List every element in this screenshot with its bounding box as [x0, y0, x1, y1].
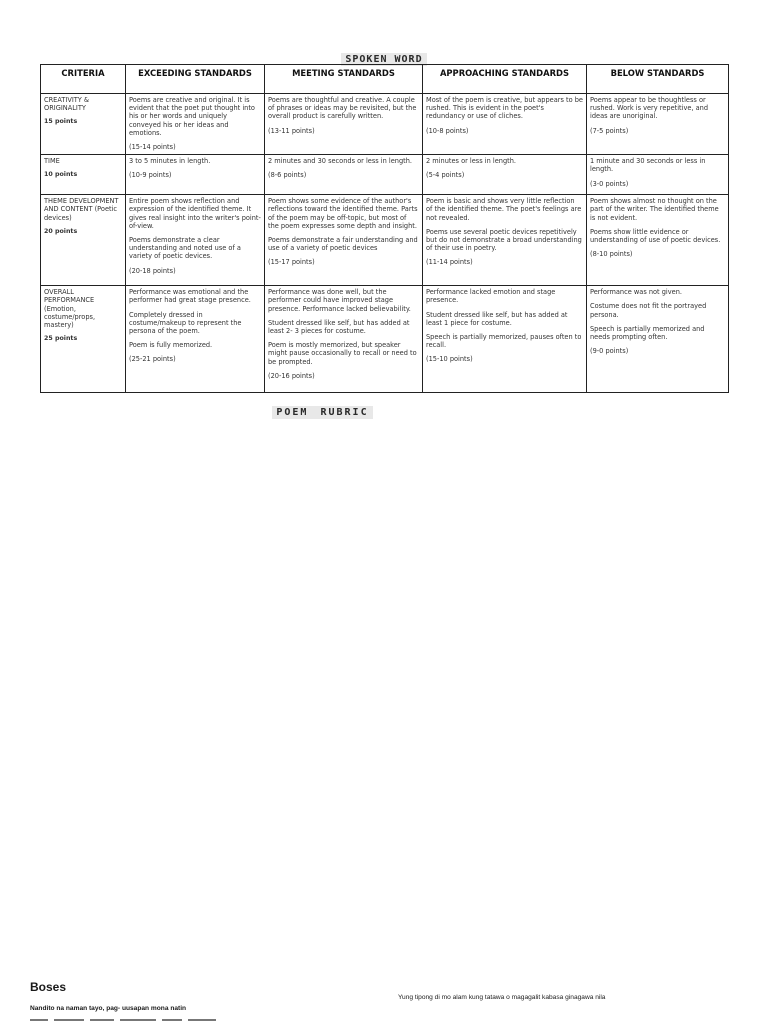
rubric-cell [126, 155, 265, 195]
rubric-cell [265, 94, 423, 155]
criteria-cell [41, 155, 126, 195]
cut-off-text-line [30, 1019, 250, 1024]
cell-points: (15-10 points) [426, 355, 473, 364]
cut-glyph [90, 1019, 114, 1021]
cell-points: (20-18 points) [129, 266, 176, 275]
cut-glyph [30, 1019, 48, 1021]
cell-text: Poems appear to be thoughtless or rushed. Work is very repetitive, and ideas are unoriginal. [590, 96, 709, 121]
cell-text: Poem is fully memorized. [129, 341, 213, 350]
cell-text: Student dressed like self, but has added at least 1 piece for costume. [426, 310, 568, 327]
rubric-cell [423, 195, 587, 286]
cell-points: (5-4 points) [426, 171, 465, 180]
header-exceeding: EXCEEDING STANDARDS [126, 65, 265, 94]
cell-text: 2 minutes and 30 seconds or less in length. [268, 157, 413, 166]
rubric-cell [126, 286, 265, 393]
criteria-label: TIME [44, 157, 60, 166]
cell-points: (15-14 points) [129, 143, 176, 152]
rubric-subtitle-text: POEM RUBRIC [272, 406, 372, 419]
criteria-points: 10 points [44, 171, 78, 179]
cell-points: (10-9 points) [129, 171, 172, 180]
cell-points: (20-16 points) [268, 371, 315, 380]
cell-text: Poem shows almost no thought on the part of the writer. The identified theme is not evident. [590, 197, 719, 222]
cell-text: Poem shows some evidence of the author's reflections toward the identified theme. Parts of the poem may be off-topic, but most of the poem expresses some depth and insight. [268, 197, 418, 230]
cell-text: 2 minutes or less in length. [426, 157, 516, 166]
cell-points: (10-8 points) [426, 126, 469, 135]
header-meeting: MEETING STANDARDS [265, 65, 423, 94]
cell-text: Completely dressed in costume/makeup to represent the persona of the poem. [129, 310, 242, 336]
cell-text: Poem is basic and shows very little reflection of the identified theme. The poet's feelings are not revealed. [426, 197, 582, 222]
rubric-cell [126, 195, 265, 286]
header-row [41, 65, 729, 94]
rubric-cell [587, 195, 729, 286]
cell-text: 3 to 5 minutes in length. [129, 157, 211, 166]
rubric-cell [423, 155, 587, 195]
cell-points: (3-0 points) [590, 179, 629, 188]
rubric-cell [587, 155, 729, 195]
cell-points: (9-0 points) [590, 347, 629, 356]
cell-points: (8-6 points) [268, 171, 307, 180]
body-line-left: Nandito na naman tayo, pag- uusapan mona natin [30, 1005, 187, 1012]
cell-points: (7-5 points) [590, 126, 629, 135]
cut-glyph [162, 1019, 182, 1021]
table-row [41, 286, 729, 393]
rubric-cell [587, 286, 729, 393]
cell-text: Poems demonstrate a fair understanding and use of a variety of poetic devices [268, 236, 418, 253]
table-row [41, 155, 729, 195]
cell-text: Performance was done well, but the performer could have improved stage presence. Performance lacked believability. [268, 288, 411, 313]
cell-text: 1 minute and 30 seconds or less in length. [590, 157, 706, 174]
rubric-cell [265, 195, 423, 286]
criteria-points: 15 points [44, 118, 78, 126]
cell-text: Performance lacked emotion and stage presence. [426, 288, 556, 305]
section-heading: Boses [30, 980, 67, 994]
cut-glyph [54, 1019, 84, 1021]
cut-glyph [188, 1019, 216, 1021]
criteria-cell [41, 195, 126, 286]
cell-text: Entire poem shows reflection and expression of the identified theme. It gives real insight into the writer's point-of-view. [129, 197, 261, 230]
cell-text: Most of the poem is creative, but appears to be rushed. This is evident in the poet's redundancy or use of cliches. [426, 96, 583, 121]
rubric-cell [423, 94, 587, 155]
criteria-points: 20 points [44, 227, 78, 235]
cell-text: Speech is partially memorized and needs prompting often. [590, 324, 705, 342]
rubric-cell [265, 286, 423, 393]
document-title-text: SPOKEN WORD [341, 53, 426, 66]
cell-text: Costume does not fit the portrayed persona. [590, 302, 707, 319]
rubric-cell [265, 155, 423, 195]
cell-text: Poems show little evidence or understanding of use of poetic devices. [590, 227, 721, 245]
header-below: BELOW STANDARDS [587, 65, 729, 94]
cell-text: Poems are thoughtful and creative. A couple of phrases or ideas may be revisited, but the overall product is carefully written. [268, 96, 417, 121]
cell-text: Poems demonstrate a clear understanding and noted use of a variety of poetic devices. [129, 236, 241, 261]
criteria-label: CREATIVITY & ORIGINALITY [44, 96, 90, 113]
rubric-cell [423, 286, 587, 393]
body-line-right: Yung tipong di mo alam kung tatawa o magagalit kabasa ginagawa nila [398, 994, 606, 1001]
criteria-points: 25 points [44, 335, 78, 343]
rubric-cell [587, 94, 729, 155]
criteria-label: THEME DEVELOPMENT AND CONTENT (Poetic devices) [44, 197, 119, 222]
cell-points: (15-17 points) [268, 258, 315, 267]
cell-points: (25-21 points) [129, 355, 176, 364]
cell-points: (11-14 points) [426, 258, 473, 267]
cell-points: (8-10 points) [590, 250, 633, 259]
table-row [41, 195, 729, 286]
header-criteria: CRITERIA [41, 65, 126, 94]
cell-text: Performance was not given. [590, 288, 682, 297]
rubric-cell [126, 94, 265, 155]
cell-text: Poems use several poetic devices repetitively but do not demonstrate a broad understanding of their use in poetry. [426, 227, 582, 253]
table-row [41, 94, 729, 155]
cell-text: Performance was emotional and the performer had great stage presence. [129, 288, 251, 305]
cell-text: Poem is mostly memorized, but speaker might pause occasionally to recall or need to be prompted. [268, 341, 417, 366]
cut-glyph [120, 1019, 156, 1021]
rubric-table [40, 64, 729, 393]
criteria-label: OVERALL PERFORMANCE (Emotion, costume/props, mastery) [44, 288, 96, 330]
criteria-cell [41, 94, 126, 155]
cell-text: Student dressed like self, but has added at least 2- 3 pieces for costume. [268, 318, 410, 336]
rubric-subtitle [0, 400, 645, 419]
cell-text: Speech is partially memorized, pauses often to recall. [426, 333, 582, 350]
criteria-cell [41, 286, 126, 393]
header-approaching: APPROACHING STANDARDS [423, 65, 587, 94]
cell-text: Poems are creative and original. It is evident that the poet put thought into his or her words and uniquely conveyed his or her ideas and emotions. [129, 96, 255, 137]
cell-points: (13-11 points) [268, 126, 315, 135]
